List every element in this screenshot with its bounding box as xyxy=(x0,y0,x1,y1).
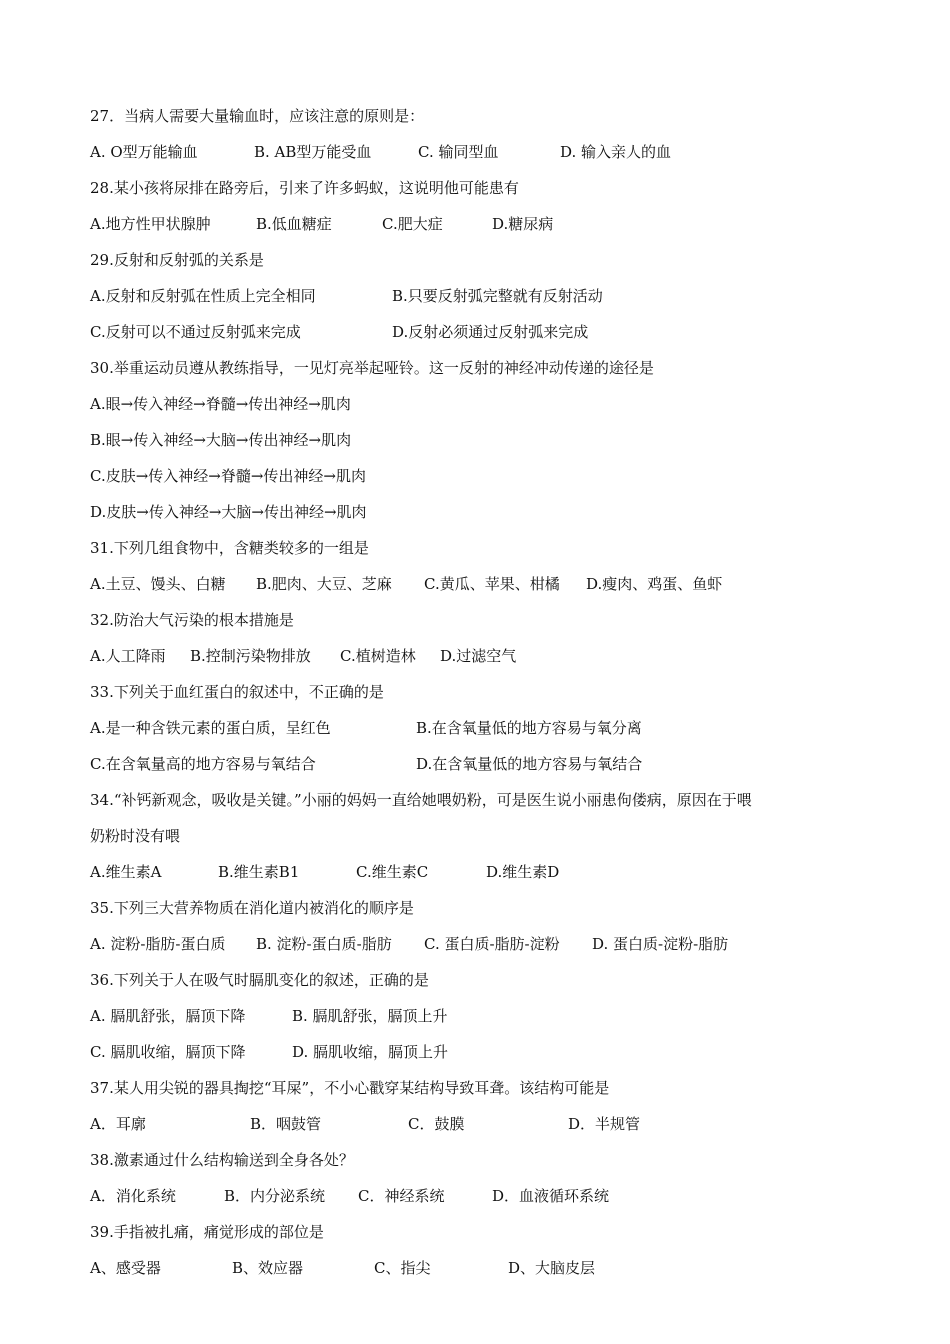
question-29-options-row1 xyxy=(90,278,870,314)
question-33-options-row2 xyxy=(90,746,870,782)
option-d: D. 蛋白质-淀粉-脂肪 xyxy=(592,935,729,953)
option-d: D.过滤空气 xyxy=(440,647,517,665)
option-b: B．咽鼓管 xyxy=(250,1115,322,1133)
question-35-options xyxy=(90,926,870,962)
option-c: C.黄瓜、苹果、柑橘 xyxy=(424,575,560,593)
option-b: B. 淀粉-蛋白质-脂肪 xyxy=(256,935,392,953)
exam-page xyxy=(90,98,870,1286)
option-b: B.在含氧量低的地方容易与氧分离 xyxy=(416,719,642,737)
option-c: C.肥大症 xyxy=(382,215,443,233)
option-a: A、感受器 xyxy=(90,1259,161,1277)
option-d: D.维生素D xyxy=(486,863,560,881)
option-a: A. O型万能输血 xyxy=(90,143,198,161)
question-36-options-row1 xyxy=(90,998,870,1034)
option-c: C.植树造林 xyxy=(340,647,416,665)
option-a: A.是一种含铁元素的蛋白质，呈红色 xyxy=(90,719,331,737)
option-b: B．内分泌系统 xyxy=(224,1187,326,1205)
option-b: B. 膈肌舒张，膈顶上升 xyxy=(292,1007,448,1025)
option-b: B.低血糖症 xyxy=(256,215,332,233)
option-b: B.控制污染物排放 xyxy=(190,647,311,665)
option-c: C. 输同型血 xyxy=(418,143,499,161)
question-31-stem: 31.下列几组食物中，含糖类较多的一组是 xyxy=(90,539,369,557)
option-a: A. 膈肌舒张，膈顶下降 xyxy=(90,1007,246,1025)
option-b: B.肥肉、大豆、芝麻 xyxy=(256,575,392,593)
option-c: C. 蛋白质-脂肪-淀粉 xyxy=(424,935,560,953)
question-28-options xyxy=(90,206,870,242)
option-b: B.眼→传入神经→大脑→传出神经→肌肉 xyxy=(90,431,352,449)
question-38-options xyxy=(90,1178,870,1214)
option-d: D、大脑皮层 xyxy=(508,1259,596,1277)
question-33-options-row1 xyxy=(90,710,870,746)
option-d: D.反射必须通过反射弧来完成 xyxy=(392,323,589,341)
option-b: B.只要反射弧完整就有反射活动 xyxy=(392,287,603,305)
option-a: A.地方性甲状腺肿 xyxy=(90,215,211,233)
option-d: D.在含氧量低的地方容易与氧结合 xyxy=(416,755,643,773)
question-32-options xyxy=(90,638,870,674)
question-36-stem: 36.下列关于人在吸气时膈肌变化的叙述，正确的是 xyxy=(90,971,429,989)
option-a: A.维生素A xyxy=(90,863,162,881)
option-c: C.在含氧量高的地方容易与氧结合 xyxy=(90,755,316,773)
option-c: C. 膈肌收缩，膈顶下降 xyxy=(90,1043,246,1061)
option-d: D.皮肤→传入神经→大脑→传出神经→肌肉 xyxy=(90,503,367,521)
question-32-stem: 32.防治大气污染的根本措施是 xyxy=(90,611,294,629)
question-39-stem: 39.手指被扎痛，痛觉形成的部位是 xyxy=(90,1223,324,1241)
question-35-stem: 35.下列三大营养物质在消化道内被消化的顺序是 xyxy=(90,899,414,917)
question-33-stem: 33.下列关于血红蛋白的叙述中，不正确的是 xyxy=(90,683,384,701)
question-28-stem: 28.某小孩将尿排在路旁后，引来了许多蚂蚁，这说明他可能患有 xyxy=(90,179,519,197)
question-34-stem-continued: 奶粉时没有喂 xyxy=(90,827,181,845)
option-a: A.眼→传入神经→脊髓→传出神经→肌肉 xyxy=(90,395,351,413)
question-34-stem: 34.“补钙新观念，吸收是关键。”小丽的妈妈一直给她喂奶粉，可是医生说小丽患佝偻病，原因在于喂 xyxy=(90,791,752,809)
question-30-stem: 30.举重运动员遵从教练指导，一见灯亮举起哑铃。这一反射的神经冲动传递的途径是 xyxy=(90,359,654,377)
question-31-options xyxy=(90,566,870,602)
question-38-stem: 38.激素通过什么结构输送到全身各处？ xyxy=(90,1151,354,1169)
option-b: B、效应器 xyxy=(232,1259,304,1277)
option-a: A.反射和反射弧在性质上完全相同 xyxy=(90,287,316,305)
option-a: A．耳廓 xyxy=(90,1115,146,1133)
option-c: C．神经系统 xyxy=(358,1187,445,1205)
question-36-options-row2 xyxy=(90,1034,870,1070)
option-a: A. 淀粉-脂肪-蛋白质 xyxy=(90,935,226,953)
option-c: C、指尖 xyxy=(374,1259,431,1277)
option-b: B.维生素B1 xyxy=(218,863,300,881)
option-d: D. 膈肌收缩，膈顶上升 xyxy=(292,1043,449,1061)
question-37-options xyxy=(90,1106,870,1142)
question-37-stem: 37.某人用尖锐的器具掏挖“耳屎”，不小心戳穿某结构导致耳聋。该结构可能是 xyxy=(90,1079,610,1097)
option-d: D. 输入亲人的血 xyxy=(560,143,672,161)
option-c: C．鼓膜 xyxy=(408,1115,465,1133)
option-d: D．血液循环系统 xyxy=(492,1187,610,1205)
option-a: A.土豆、馒头、白糖 xyxy=(90,575,226,593)
option-a: A.人工降雨 xyxy=(90,647,166,665)
question-34-options xyxy=(90,854,870,890)
question-29-stem: 29.反射和反射弧的关系是 xyxy=(90,251,264,269)
option-b: B. AB型万能受血 xyxy=(254,143,372,161)
option-d: D．半规管 xyxy=(568,1115,641,1133)
option-a: A．消化系统 xyxy=(90,1187,176,1205)
question-27-stem: 27．当病人需要大量输血时，应该注意的原则是： xyxy=(90,107,425,125)
question-29-options-row2 xyxy=(90,314,870,350)
option-d: D.糖尿病 xyxy=(492,215,554,233)
option-c: C.维生素C xyxy=(356,863,429,881)
option-c: C.皮肤→传入神经→脊髓→传出神经→肌肉 xyxy=(90,467,366,485)
question-27-options xyxy=(90,134,870,170)
question-39-options xyxy=(90,1250,870,1286)
option-c: C.反射可以不通过反射弧来完成 xyxy=(90,323,301,341)
option-d: D.瘦肉、鸡蛋、鱼虾 xyxy=(586,575,723,593)
